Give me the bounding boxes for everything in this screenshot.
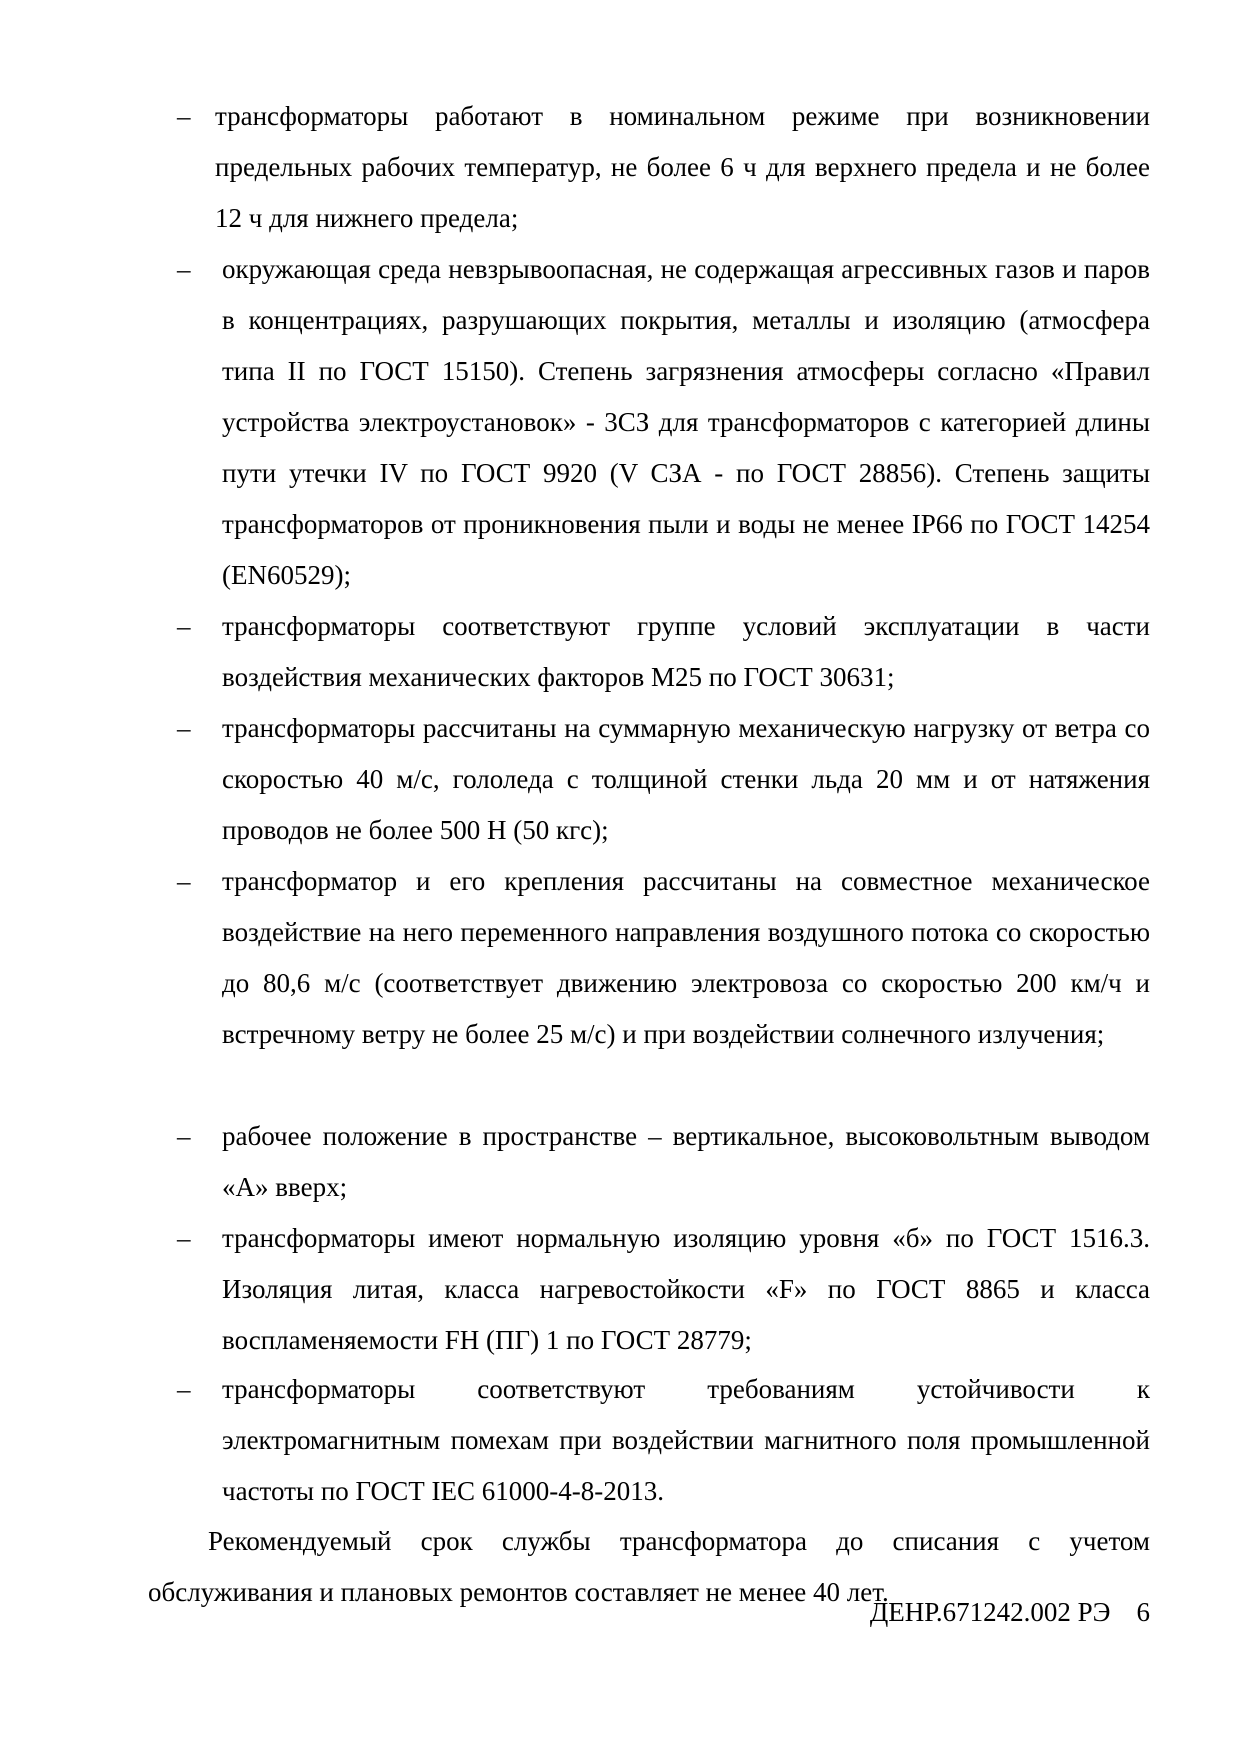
list-dash: – — [177, 866, 191, 896]
list-item-text: окружающая среда невзрывоопасная, не содержащая агрессивных газов и паров в концентрациях, разрушающих покрытия, металлы и изоляцию (атмосфера типа II по ГОСТ 15150). Степень загрязнения атмосферы согласно «Правил устройства электроустановок» - 3СЗ для трансформаторов с категорией длины пути утечки IV по ГОСТ 9920 (V СЗА - по ГОСТ 28856). Степень защиты трансформаторов от проникновения пыли и воды не менее IP66 по ГОСТ 14254 (EN60529); — [222, 254, 1150, 590]
page-footer — [870, 1587, 1150, 1638]
page-number: 6 — [1136, 1597, 1150, 1627]
list-dash: – — [177, 713, 191, 743]
list-item-text: трансформаторы работают в номинальном режиме при возникновении предельных рабочих температур, не более 6 ч для верхнего предела и не более 12 ч для нижнего предела; — [215, 101, 1150, 233]
service-life-paragraph: Рекомендуемый срок службы трансформатора до списания с учетом обслуживания и плановых ремонтов составляет не менее 40 лет. — [148, 1526, 1150, 1607]
list-item-text: трансформатор и его крепления рассчитаны на совместное механическое воздействие на него переменного направления воздушного потока со скоростью до 80,6 м/с (соответствует движению электровоза со скоростью 200 км/ч и встречному ветру не более 25 м/с) и при воздействии солнечного излучения; — [222, 866, 1150, 1049]
list-dash: – — [177, 611, 191, 641]
list-item-text: трансформаторы рассчитаны на суммарную механическую нагрузку от ветра со скоростью 40 м/с, гололеда с толщиной стенки льда 20 мм и от натяжения проводов не более 500 Н (50 кгс); — [222, 713, 1150, 845]
list-item-text: трансформаторы соответствуют группе условий эксплуатации в части воздействия механических факторов М25 по ГОСТ 30631; — [222, 611, 1150, 692]
list-item-text: трансформаторы имеют нормальную изоляцию уровня «б» по ГОСТ 1516.3. Изоляция литая, класса нагревостойкости «F» по ГОСТ 8865 и класса воспламеняемости FH (ПГ) 1 по ГОСТ 28779; — [222, 1223, 1150, 1355]
list-item-text: рабочее положение в пространстве – вертикальное, высоковольтным выводом «А» вверх; — [222, 1121, 1150, 1202]
document-code: ДЕНР.671242.002 РЭ — [869, 1597, 1111, 1627]
list-dash: – — [177, 1223, 191, 1253]
list-dash: – — [177, 254, 191, 284]
list-dash: – — [177, 1374, 191, 1404]
list-dash: – — [177, 101, 191, 131]
list-item-text: трансформаторы соответствуют требованиям устойчивости к электромагнитным помехам при воздействии магнитного поля промышленной частоты по ГОСТ IEC 61000-4-8-2013. — [222, 1374, 1150, 1506]
list-dash: – — [177, 1121, 191, 1151]
